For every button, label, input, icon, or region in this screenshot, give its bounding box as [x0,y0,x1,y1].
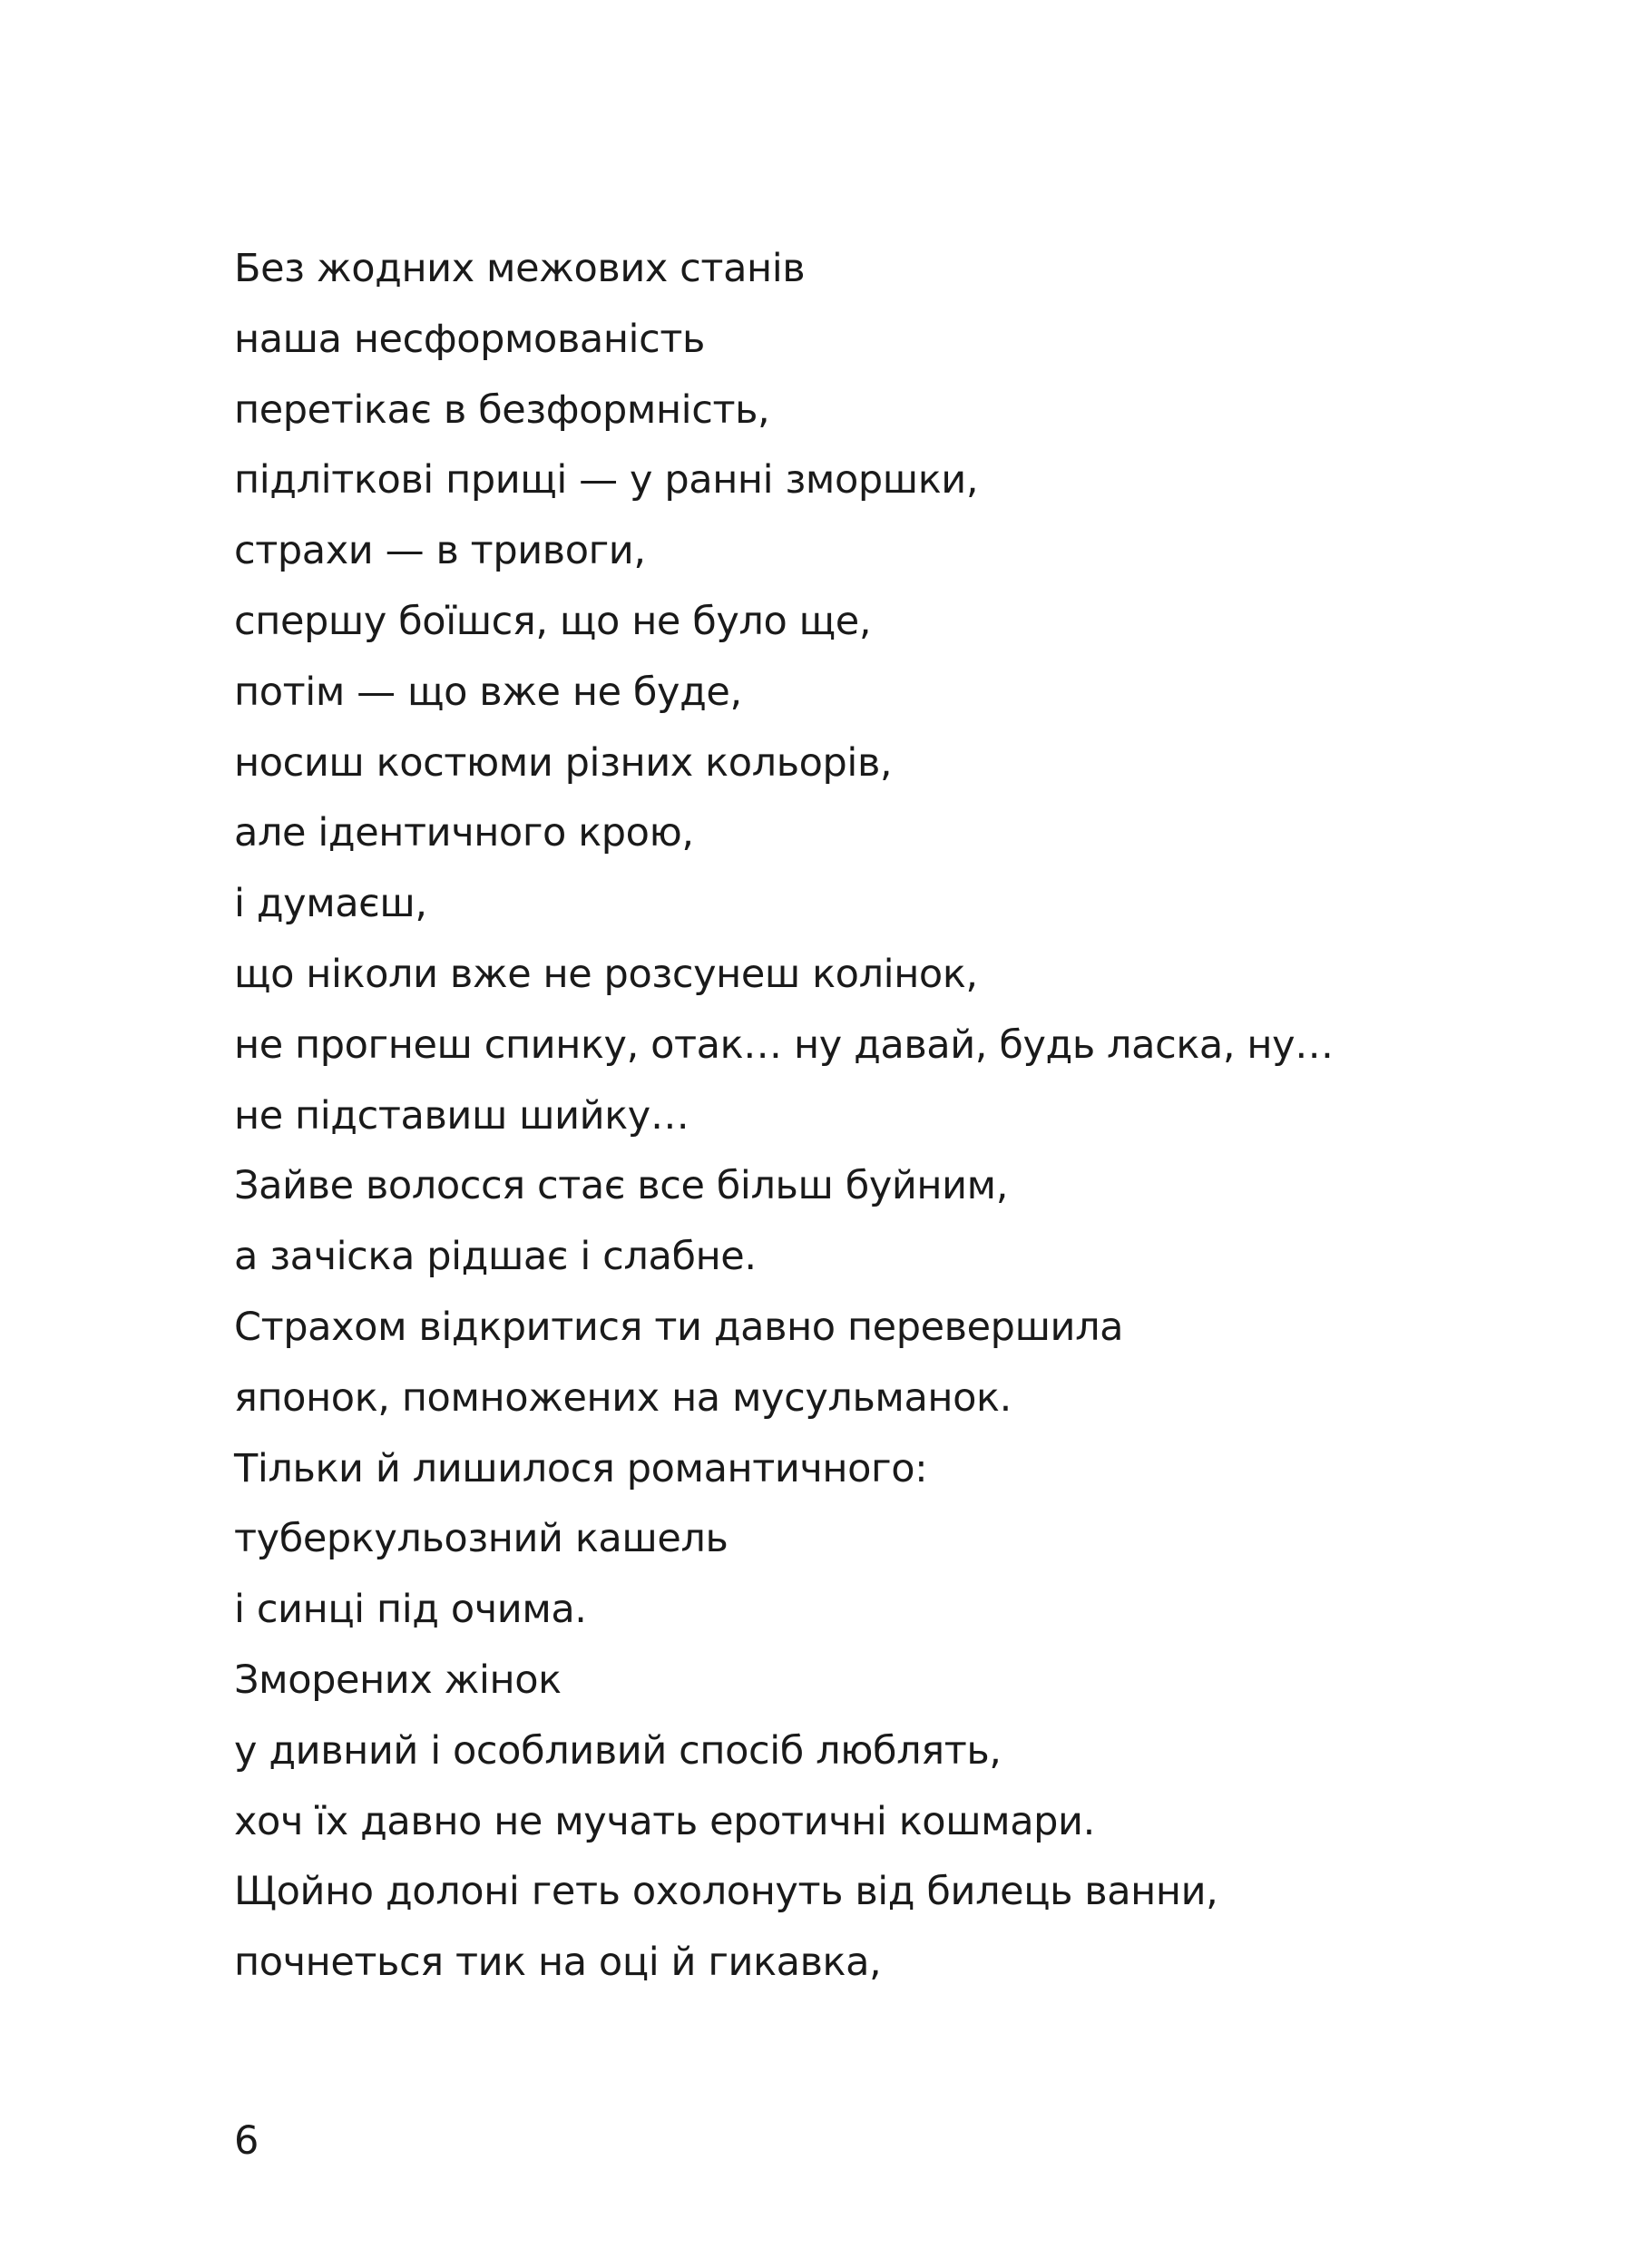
poem-text [234,234,1504,1999]
poem-line: перетікає в безформність, [234,386,770,433]
poem-line: Страхом відкритися ти давно перевершила [234,1304,1124,1350]
poem-line: але ідентичного крою, [234,810,694,856]
poem-line: носиш костюми різних кольорів, [234,739,893,786]
poem-line: і синці під очима. [234,1587,587,1633]
poem-line: спершу боїшся, що не було ще, [234,598,872,644]
poem-line: почнеться тик на оці й гикавка, [234,1940,882,1986]
poem-line: туберкульозний кашель [234,1516,728,1562]
poem-line: у дивний і особливий спосіб люблять, [234,1727,1002,1774]
poem-line: що ніколи вже не розсунеш колінок, [234,951,978,997]
page-number: 6 [234,2118,259,2164]
poem-line: Зморених жінок [234,1657,562,1703]
poem-line: а зачіска рідшає і слабне. [234,1234,757,1280]
poem-line: підліткові прищі — у ранні зморшки, [234,457,979,503]
poem-line: Щойно долоні геть охолонуть від билець ванни, [234,1869,1218,1915]
poem-line: і думаєш, [234,881,427,927]
poem-line: не підставиш шийку… [234,1092,689,1139]
poem-line: Без жодних межових станів [234,246,806,291]
poem-line: Зайве волосся стає все більш буйним, [234,1163,1008,1209]
poem-line: хоч їх давно не мучать еротичні кошмари. [234,1798,1095,1844]
poem-line: потім — що вже не буде, [234,669,742,715]
poem-line: японок, помножених на мусульманок. [234,1374,1012,1421]
poem-line: не прогнеш спинку, отак… ну давай, будь ласка, ну… [234,1022,1334,1068]
poem-line: Тільки й лишилося романтичного: [234,1445,928,1491]
poem-line: страхи — в тривоги, [234,528,646,574]
poem-line: наша несформованість [234,316,705,362]
